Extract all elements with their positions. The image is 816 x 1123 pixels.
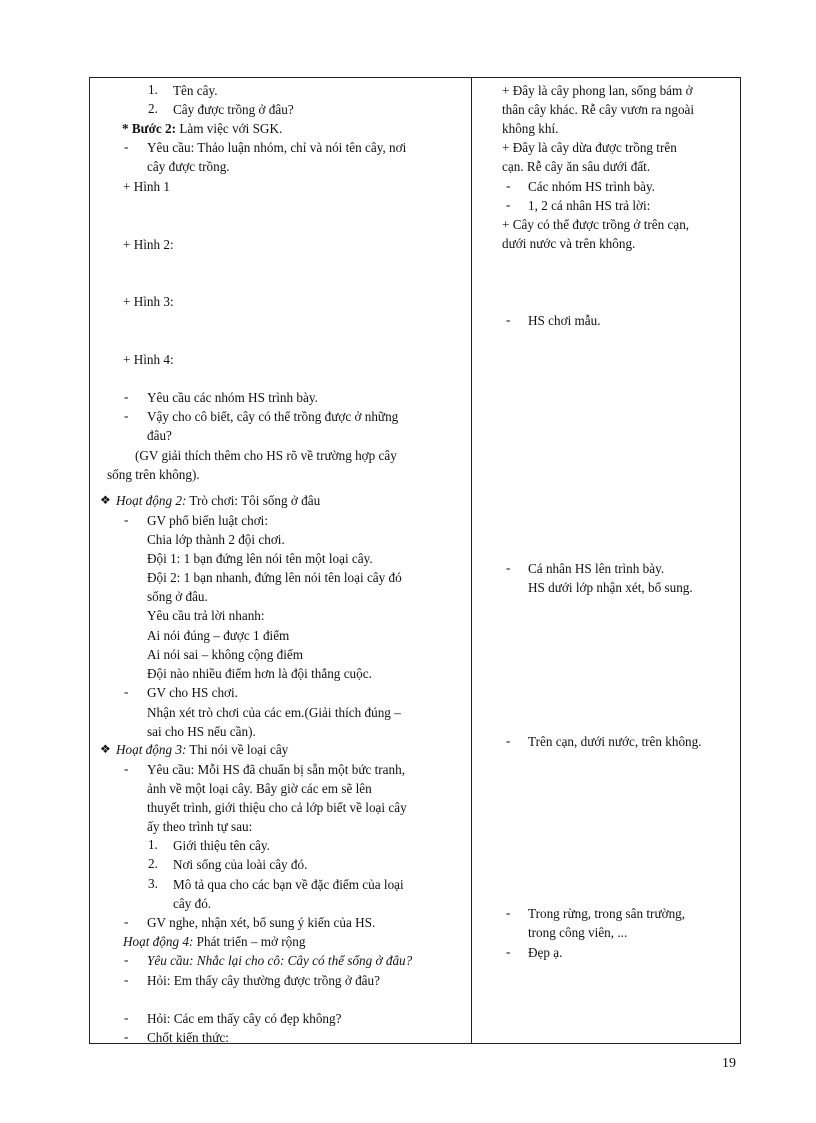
list-item-text: Cây được trồng ở đâu? bbox=[173, 102, 294, 117]
list-number: 1. bbox=[148, 837, 158, 852]
list-number: 2. bbox=[148, 856, 158, 871]
step-2-label: * Bước 2: bbox=[122, 121, 177, 136]
step-2-text: Làm việc với SGK. bbox=[179, 121, 283, 136]
activity-3-request: thuyết trình, giới thiệu cho cả lớp biết về loại cây bbox=[147, 800, 407, 815]
list-item-text: Mô tả qua cho các bạn về đặc điểm của loại bbox=[173, 877, 404, 892]
step-2-line bbox=[122, 120, 282, 137]
column-divider bbox=[471, 78, 472, 1043]
activity-2-heading bbox=[116, 492, 320, 509]
student-answer-line: + Đây là cây phong lan, sống bám ở bbox=[502, 83, 693, 98]
list-number: 1. bbox=[148, 82, 158, 97]
student-answer-line: Đẹp ạ. bbox=[528, 945, 563, 960]
note-line: sống trên không). bbox=[107, 467, 200, 482]
rules-line: Ai nói đúng – được 1 điểm bbox=[147, 628, 290, 643]
bullet-dash: - bbox=[124, 972, 129, 987]
student-answer-line: không khí. bbox=[502, 121, 559, 136]
student-answer-line: HS chơi mẫu. bbox=[528, 313, 601, 328]
list-item-text: Tên cây. bbox=[173, 83, 218, 98]
figure-label: + Hình 1 bbox=[123, 179, 170, 194]
activity-4-label: Hoạt động 4: bbox=[123, 934, 194, 949]
bullet-dash: - bbox=[506, 197, 511, 212]
instruction-line: Yêu cầu các nhóm HS trình bày. bbox=[147, 390, 318, 405]
rules-line: Đội 2: 1 bạn nhanh, đứng lên nói tên loại cây đó bbox=[147, 570, 402, 585]
diamond-bullet-icon: ❖ bbox=[100, 493, 111, 507]
activity-3-request: Yêu cầu: Mỗi HS đã chuẩn bị sẵn một bức tranh, bbox=[147, 762, 406, 777]
bullet-dash: - bbox=[506, 944, 511, 959]
activity-3-title: Thi nói về loại cây bbox=[189, 742, 289, 757]
rules-line: Ai nói sai – không cộng điểm bbox=[147, 647, 304, 662]
conclusion-line: Chốt kiến thức: bbox=[147, 1030, 229, 1045]
student-answer-line: Cá nhân HS lên trình bày. bbox=[528, 561, 665, 576]
bullet-dash: - bbox=[124, 139, 129, 154]
student-answer-line: Trên cạn, dưới nước, trên không. bbox=[528, 734, 702, 749]
activity-3-heading bbox=[116, 741, 288, 758]
bullet-dash: - bbox=[506, 178, 511, 193]
rules-title: GV phổ biến luật chơi: bbox=[147, 513, 269, 528]
student-answer-line: 1, 2 cá nhân HS trả lời: bbox=[528, 198, 651, 213]
activity-4-request: Yêu cầu: Nhắc lại cho cô: Cây có thể sống ở đâu? bbox=[147, 953, 413, 968]
activity-4-heading bbox=[123, 933, 305, 950]
diamond-bullet-icon: ❖ bbox=[100, 742, 111, 756]
rules-line: Đội 1: 1 bạn đứng lên nói tên một loại cây. bbox=[147, 551, 373, 566]
list-number: 3. bbox=[148, 876, 158, 891]
play-line: GV cho HS chơi. bbox=[147, 685, 238, 700]
activity-4-title: Phát triển – mở rộng bbox=[196, 934, 306, 949]
activity-3-request: ảnh về một loại cây. Bây giờ các em sẽ lên bbox=[147, 781, 372, 796]
activity-2-label: Hoạt động 2: bbox=[116, 493, 187, 508]
bullet-dash: - bbox=[124, 389, 129, 404]
activity-2-title: Trò chơi: Tôi sống ở đâu bbox=[189, 493, 321, 508]
question-line: đâu? bbox=[147, 428, 172, 443]
bullet-dash: - bbox=[506, 733, 511, 748]
figure-label: + Hình 4: bbox=[123, 352, 174, 367]
figure-label: + Hình 3: bbox=[123, 294, 174, 309]
question-line: Hỏi: Các em thấy cây có đẹp không? bbox=[147, 1011, 342, 1026]
lesson-table bbox=[89, 77, 741, 1044]
teacher-feedback-line: GV nghe, nhận xét, bổ sung ý kiến của HS. bbox=[147, 915, 376, 930]
list-item-text: Nơi sống của loài cây đó. bbox=[173, 857, 308, 872]
question-line: Vậy cho cô biết, cây có thể trồng được ở những bbox=[147, 409, 399, 424]
student-answer-line: cạn. Rễ cây ăn sâu dưới đất. bbox=[502, 159, 651, 174]
student-answer-line: HS dưới lớp nhận xét, bổ sung. bbox=[528, 580, 693, 595]
bullet-dash: - bbox=[124, 952, 129, 967]
figure-label: + Hình 2: bbox=[123, 237, 174, 252]
activity-3-request: ấy theo trình tự sau: bbox=[147, 819, 253, 834]
rules-line: Đội nào nhiều điểm hơn là đội thắng cuộc. bbox=[147, 666, 372, 681]
bullet-dash: - bbox=[124, 1029, 129, 1044]
student-answer-line: Trong rừng, trong sân trường, bbox=[528, 906, 686, 921]
bullet-dash: - bbox=[506, 312, 511, 327]
review-line: sai cho HS nếu cần). bbox=[147, 724, 256, 739]
rules-line: Chia lớp thành 2 đội chơi. bbox=[147, 532, 285, 547]
student-answer-line: dưới nước và trên không. bbox=[502, 236, 636, 251]
review-line: Nhận xét trò chơi của các em.(Giải thích đúng – bbox=[147, 705, 401, 720]
question-line: Hỏi: Em thấy cây thường được trồng ở đâu? bbox=[147, 973, 380, 988]
list-item-text: Giới thiệu tên cây. bbox=[173, 838, 270, 853]
activity-3-label: Hoạt động 3: bbox=[116, 742, 187, 757]
bullet-dash: - bbox=[124, 512, 129, 527]
requirement-line: Yêu cầu: Thảo luận nhóm, chỉ và nói tên cây, nơi bbox=[147, 140, 407, 155]
list-number: 2. bbox=[148, 101, 158, 116]
requirement-line: cây được trồng. bbox=[147, 159, 230, 174]
bullet-dash: - bbox=[124, 1010, 129, 1025]
list-item-text: cây đó. bbox=[173, 896, 212, 911]
bullet-dash: - bbox=[124, 408, 129, 423]
bullet-dash: - bbox=[506, 905, 511, 920]
note-line: (GV giải thích thêm cho HS rõ về trường hợp cây bbox=[135, 448, 397, 463]
bullet-dash: - bbox=[124, 761, 129, 776]
bullet-dash: - bbox=[506, 560, 511, 575]
rules-line: Yêu cầu trả lời nhanh: bbox=[147, 608, 265, 623]
student-answer-line: + Cây có thể được trồng ở trên cạn, bbox=[502, 217, 690, 232]
student-answer-line: trong công viên, ... bbox=[528, 925, 628, 940]
rules-line: sống ở đâu. bbox=[147, 589, 208, 604]
page-number: 19 bbox=[722, 1056, 736, 1071]
bullet-dash: - bbox=[124, 684, 129, 699]
student-answer-line: thân cây khác. Rễ cây vươn ra ngoài bbox=[502, 102, 695, 117]
student-answer-line: + Đây là cây dừa được trồng trên bbox=[502, 140, 677, 155]
student-answer-line: Các nhóm HS trình bày. bbox=[528, 179, 655, 194]
bullet-dash: - bbox=[124, 914, 129, 929]
